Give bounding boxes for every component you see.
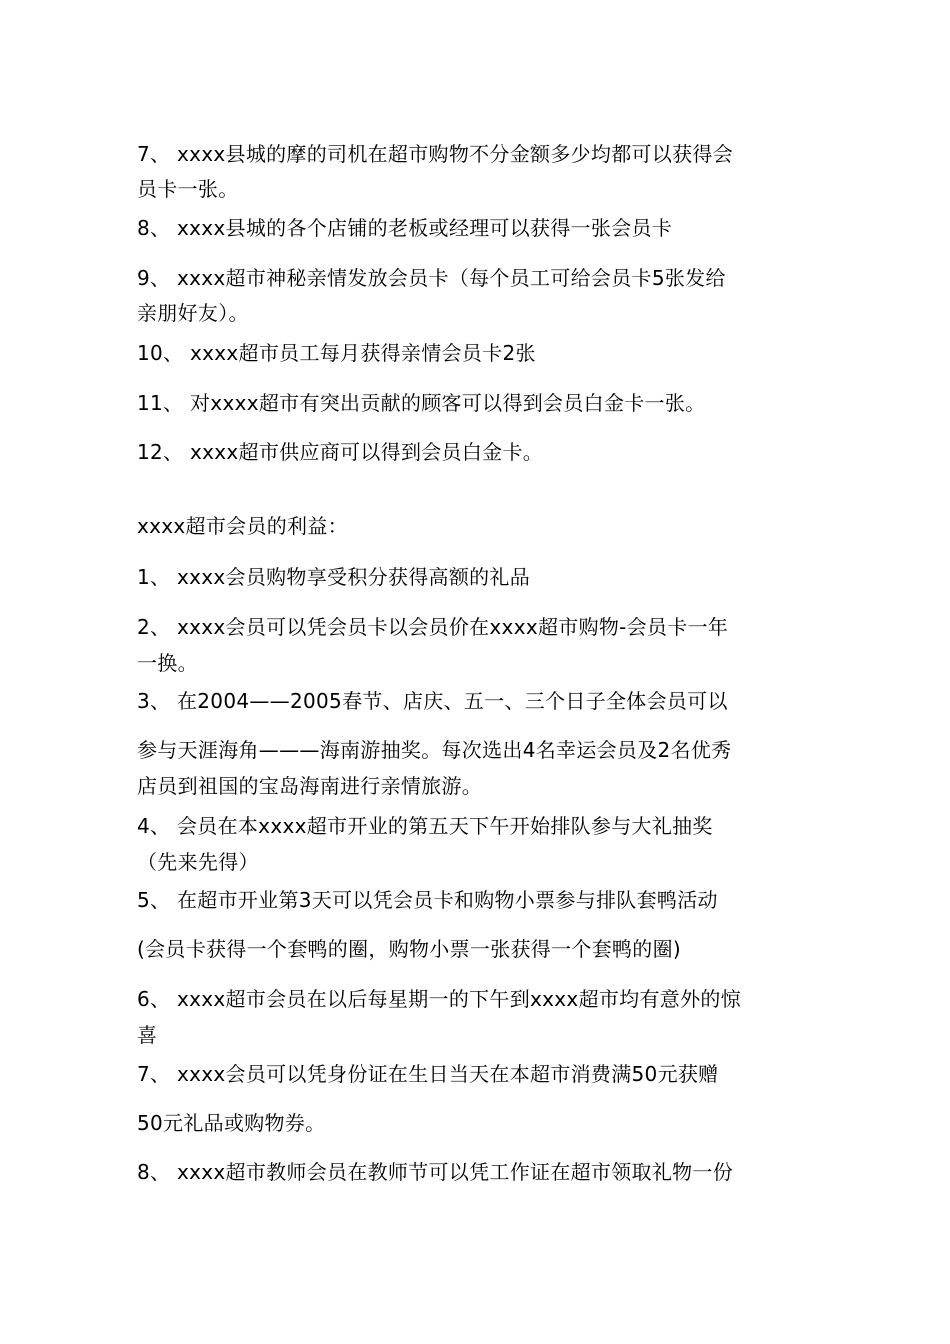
text-line: 4、 会员在本xxxx超市开业的第五天下午开始排队参与大礼抽奖 <box>137 814 713 838</box>
text-line: 亲朋好友）。 <box>137 301 249 325</box>
text-line: 8、 xxxx县城的各个店铺的老板或经理可以获得一张会员卡 <box>137 216 673 240</box>
text-line: 5、 在超市开业第3天可以凭会员卡和购物小票参与排队套鸭活动 <box>137 888 718 912</box>
text-line: 6、 xxxx超市会员在以后每星期一的下午到xxxx超市均有意外的惊 <box>137 987 741 1011</box>
text-line: 员卡一张。 <box>137 177 239 201</box>
text-line: (会员卡获得一个套鸭的圈，购物小票一张获得一个套鸭的圈) <box>137 937 682 961</box>
text-line: 2、 xxxx会员可以凭会员卡以会员价在xxxx超市购物-会员卡一年 <box>137 615 729 639</box>
text-line: 9、 xxxx超市神秘亲情发放会员卡（每个员工可给会员卡5张发给 <box>137 266 726 290</box>
text-line: 3、 在2004——2005春节、店庆、五一、三个日子全体会员可以 <box>137 689 728 713</box>
text-line: 50元礼品或购物券。 <box>137 1111 326 1135</box>
text-line: 8、 xxxx超市教师会员在教师节可以凭工作证在超市领取礼物一份 <box>137 1160 734 1184</box>
text-line: 11、 对xxxx超市有突出贡献的顾客可以得到会员白金卡一张。 <box>137 391 706 415</box>
text-line: （先来先得） <box>137 850 259 874</box>
text-line: 1、 xxxx会员购物享受积分获得高额的礼品 <box>137 565 531 589</box>
text-line: 店员到祖国的宝岛海南进行亲情旅游。 <box>137 774 483 798</box>
text-line: 10、 xxxx超市员工每月获得亲情会员卡2张 <box>137 341 536 365</box>
text-line: 7、 xxxx县城的摩的司机在超市购物不分金额多少均都可以获得会 <box>137 142 734 166</box>
section-heading: xxxx超市会员的利益： <box>137 514 348 538</box>
text-line: 7、 xxxx会员可以凭身份证在生日当天在本超市消费满50元获赠 <box>137 1062 719 1086</box>
text-line: 一换。 <box>137 651 198 675</box>
text-line: 喜 <box>137 1023 158 1047</box>
text-line: 参与天涯海角———海南游抽奖。每次选出4名幸运会员及2名优秀 <box>137 738 732 762</box>
text-line: 12、 xxxx超市供应商可以得到会员白金卡。 <box>137 440 544 464</box>
